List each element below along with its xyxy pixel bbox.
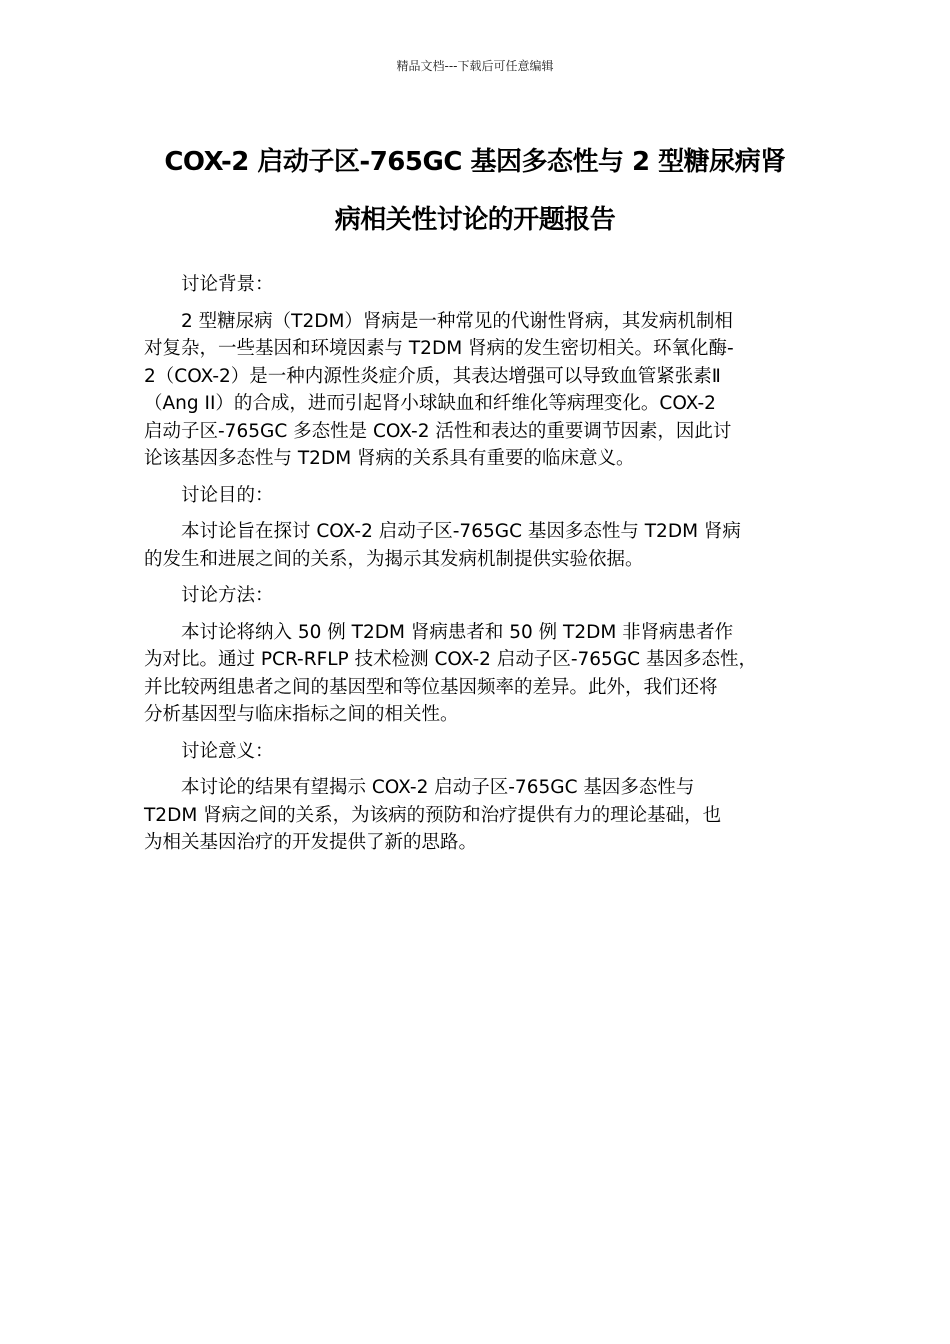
- paragraph-line: 为对比。通过 PCR-RFLP 技术检测 COX-2 启动子区-765GC 基因多态性，: [144, 649, 757, 670]
- document-body: [144, 271, 809, 866]
- paragraph-line: 并比较两组患者之间的基因型和等位基因频率的差异。此外，我们还将: [144, 676, 718, 698]
- paragraph-method: [144, 619, 809, 729]
- paragraph-line: T2DM 肾病之间的关系，为该病的预防和治疗提供有力的理论基础，也: [144, 804, 722, 826]
- paragraph-purpose: [144, 518, 809, 573]
- paragraph-line: 的发生和进展之间的关系，为揭示其发病机制提供实验依据。: [144, 548, 644, 570]
- paragraph-line: 2（COX-2）是一种内源性炎症介质，其表达增强可以导致血管紧张素Ⅱ: [144, 365, 721, 387]
- title-line-1: COX-2 启动子区-765GC 基因多态性与 2 型糖尿病肾: [164, 147, 786, 177]
- paragraph-significance: [144, 774, 809, 857]
- document-title: [140, 133, 810, 249]
- paragraph-line: 启动子区-765GC 多态性是 COX-2 活性和表达的重要调节因素，因此讨: [144, 420, 732, 442]
- paragraph-line: 对复杂，一些基因和环境因素与 T2DM 肾病的发生密切相关。环氧化酶-: [144, 338, 734, 359]
- paragraph-line: 本讨论的结果有望揭示 COX-2 启动子区-765GC 基因多态性与: [181, 777, 695, 798]
- paragraph-background: [144, 308, 809, 473]
- paragraph-line: 为相关基因治疗的开发提供了新的思路。: [144, 832, 478, 853]
- paragraph-line: 2 型糖尿病（T2DM）肾病是一种常见的代谢性肾病，其发病机制相: [181, 310, 733, 332]
- paragraph-line: 分析基因型与临床指标之间的相关性。: [144, 704, 459, 725]
- paragraph-line: 本讨论旨在探讨 COX-2 启动子区-765GC 基因多态性与 T2DM 肾病: [181, 521, 741, 542]
- section-heading-significance: 讨论意义：: [181, 740, 274, 762]
- paragraph-line: 论该基因多态性与 T2DM 肾病的关系具有重要的临床意义。: [144, 448, 635, 469]
- section-heading-purpose: 讨论目的：: [181, 484, 274, 506]
- paragraph-line: 本讨论将纳入 50 例 T2DM 肾病患者和 50 例 T2DM 非肾病患者作: [181, 621, 734, 643]
- title-line-2: 病相关性讨论的开题报告: [334, 205, 616, 235]
- paragraph-line: （Ang II）的合成，进而引起肾小球缺血和纤维化等病理变化。COX-2: [144, 393, 716, 414]
- section-heading-background: 讨论背景：: [181, 274, 274, 295]
- section-heading-method: 讨论方法：: [181, 585, 274, 606]
- page-header-note: 精品文档---下载后可任意编辑: [396, 59, 554, 73]
